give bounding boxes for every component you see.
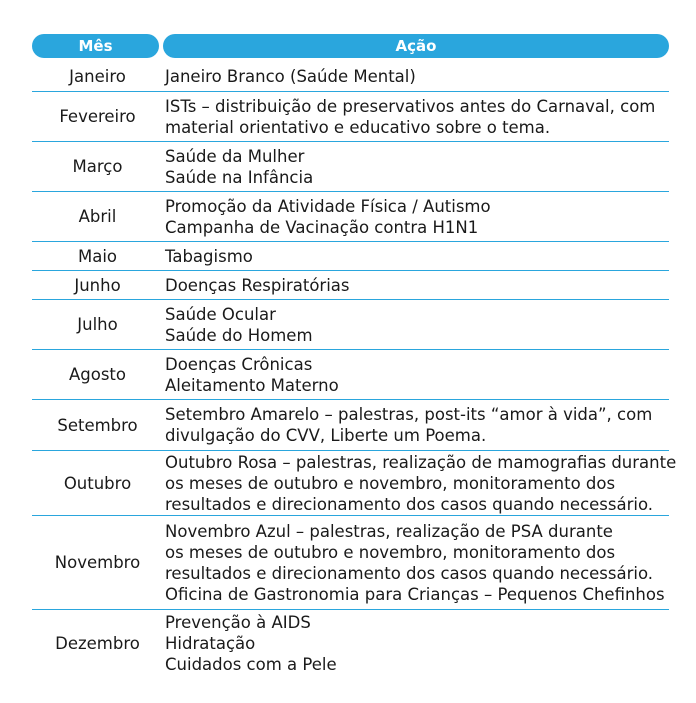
action-cell <box>163 142 669 191</box>
action-line: Oficina de Gastronomia para Crianças – Pequenos Chefinhos <box>165 584 665 604</box>
table-header <box>0 34 696 58</box>
action-cell <box>163 192 669 241</box>
month-cell: Agosto <box>68 365 127 384</box>
action-line: material orientativo e educativo sobre o tema. <box>165 117 551 137</box>
month-cell: Abril <box>78 207 117 226</box>
action-line: Novembro Azul – palestras, realização de PSA durante <box>165 521 613 541</box>
month-cell: Dezembro <box>55 633 140 653</box>
table-row <box>32 92 669 142</box>
month-cell: Novembro <box>54 553 141 572</box>
action-line: Saúde da Mulher <box>165 146 305 166</box>
action-line: Doenças Respiratórias <box>165 275 350 295</box>
table-row <box>32 242 669 271</box>
action-line: ISTs – distribuição de preservativos antes do Carnaval, com <box>165 96 656 116</box>
month-cell: Julho <box>77 315 118 334</box>
month-cell: Junho <box>74 275 121 295</box>
table-row <box>32 192 669 242</box>
action-cell <box>163 610 669 676</box>
action-cell <box>163 451 676 515</box>
action-line: resultados e direcionamento dos casos quando necessário. <box>165 563 654 583</box>
action-cell <box>163 400 669 450</box>
action-line: Saúde na Infância <box>165 167 314 187</box>
table-body <box>32 62 677 676</box>
table-row <box>32 142 669 192</box>
action-cell <box>163 271 669 299</box>
table-row <box>32 62 669 92</box>
month-cell: Outubro <box>63 473 132 493</box>
action-line: Outubro Rosa – palestras, realização de mamografias durante <box>165 452 677 472</box>
action-line: Promoção da Atividade Física / Autismo <box>165 196 491 216</box>
action-line: Doenças Crônicas <box>165 354 313 374</box>
action-cell <box>163 300 669 349</box>
table-row <box>32 271 669 300</box>
action-line: Aleitamento Materno <box>165 375 339 395</box>
action-line: divulgação do CVV, Liberte um Poema. <box>165 426 487 445</box>
action-cell <box>163 92 669 141</box>
action-cell <box>163 62 669 91</box>
month-cell: Setembro <box>57 415 138 435</box>
table-row <box>32 451 677 516</box>
action-line: Campanha de Vacinação contra H1N1 <box>165 217 479 237</box>
action-line: Hidratação <box>165 633 256 653</box>
action-line: Tabagismo <box>165 246 253 266</box>
action-line: Cuidados com a Pele <box>165 654 337 674</box>
action-column-header: Ação <box>163 34 669 58</box>
table-row <box>32 516 669 610</box>
month-cell: Fevereiro <box>59 107 136 126</box>
month-cell: Maio <box>77 246 118 266</box>
action-line: Saúde Ocular <box>165 304 276 324</box>
action-line: Setembro Amarelo – palestras, post-its “amor à vida”, com <box>165 405 653 424</box>
action-cell <box>163 242 669 270</box>
table-row <box>32 610 669 676</box>
month-cell: Janeiro <box>69 67 126 86</box>
action-line: os meses de outubro e novembro, monitoramento dos <box>165 473 616 493</box>
action-line: Janeiro Branco (Saúde Mental) <box>165 67 416 86</box>
action-line: os meses de outubro e novembro, monitoramento dos <box>165 542 616 562</box>
table-row <box>32 350 669 400</box>
month-column-header: Mês <box>32 34 159 58</box>
action-line: Prevenção à AIDS <box>165 612 311 632</box>
action-cell <box>163 516 669 609</box>
action-line: resultados e direcionamento dos casos quando necessário. <box>165 494 654 514</box>
table-row <box>32 400 669 451</box>
action-line: Saúde do Homem <box>165 325 313 345</box>
table-row <box>32 300 669 350</box>
action-cell <box>163 350 669 399</box>
month-cell: Março <box>72 157 123 176</box>
